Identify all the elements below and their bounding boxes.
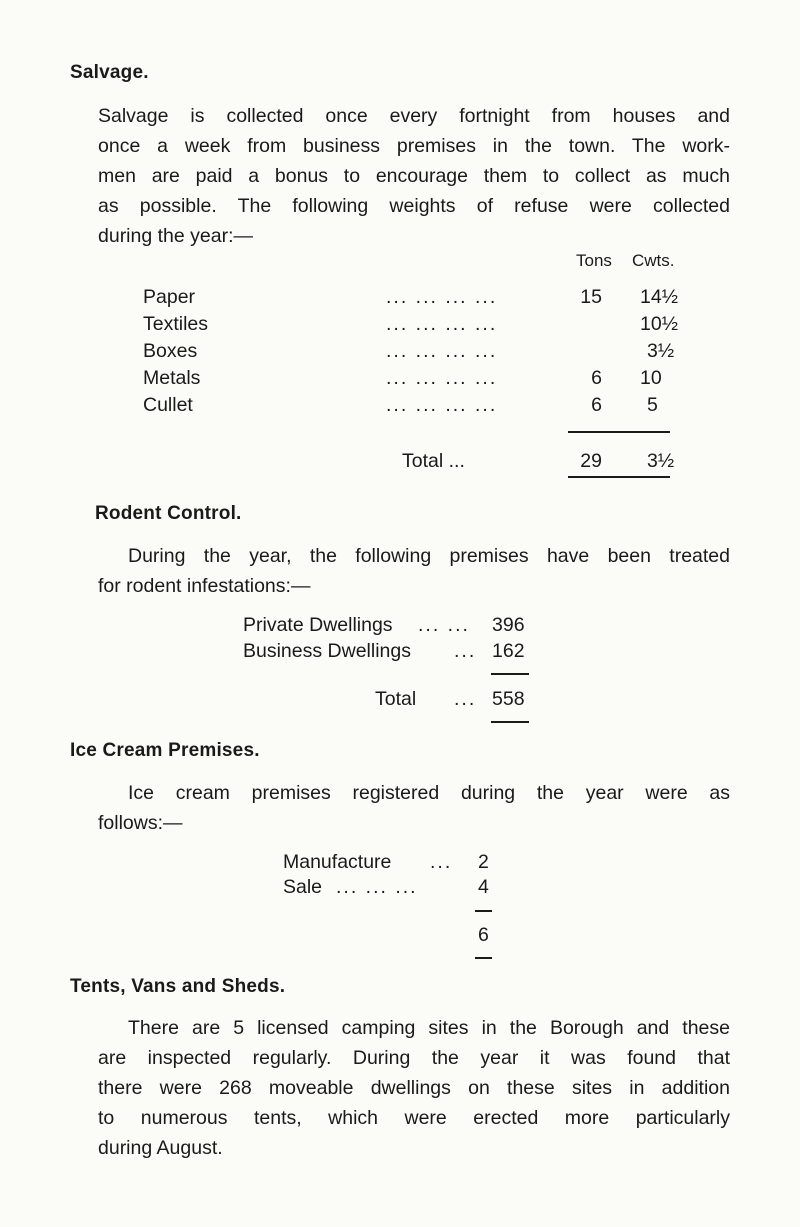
rodent-heading: Rodent Control.	[95, 503, 242, 524]
salvage-line: men are paid a bonus to encourage them to collect as much	[98, 165, 730, 187]
rodent-total-label: Total	[375, 688, 417, 710]
icecream-row-label: Manufacture	[283, 851, 392, 873]
salvage-row-label: Cullet	[143, 394, 193, 416]
icecream-line: follows:—	[98, 812, 183, 834]
salvage-row-dots: ... ... ... ...	[386, 367, 498, 389]
rodent-line: During the year, the following premises have been treated	[128, 545, 730, 567]
salvage-row-dots: ... ... ... ...	[386, 313, 498, 335]
salvage-total-rule-bottom	[568, 476, 670, 478]
tents-line: during August.	[98, 1137, 223, 1159]
icecream-line: Ice cream premises registered during the year were as	[128, 782, 730, 804]
salvage-total-rule-top	[568, 431, 670, 433]
rodent-total-rule-bottom	[491, 721, 529, 723]
salvage-row-label: Metals	[143, 367, 201, 389]
tents-line: There are 5 licensed camping sites in the Borough and these	[128, 1017, 730, 1039]
icecream-row-value: 4	[478, 876, 489, 898]
salvage-row-tons: 6	[591, 367, 602, 389]
tents-line: there were 268 moveable dwellings on these sites in addition	[98, 1077, 730, 1099]
rodent-total-value: 558	[492, 688, 525, 710]
salvage-row-cwts: 5	[647, 394, 658, 416]
tents-line: are inspected regularly. During the year it was found that	[98, 1047, 730, 1069]
salvage-paragraph	[98, 101, 730, 251]
icecream-heading: Ice Cream Premises.	[70, 740, 260, 761]
salvage-row-cwts: 10	[640, 367, 662, 389]
tents-paragraph	[98, 1013, 730, 1163]
salvage-total-tons: 29	[580, 450, 602, 472]
icecream-total-rule-top	[475, 910, 492, 912]
rodent-row-label: Business Dwellings	[243, 640, 411, 662]
icecream-row-dots: ...	[430, 851, 453, 873]
rodent-row-value: 162	[492, 640, 525, 662]
salvage-total-cwts: 3½	[647, 450, 675, 472]
rodent-row-dots: ...	[454, 640, 477, 662]
rodent-line: for rodent infestations:—	[98, 575, 311, 597]
salvage-row-cwts: 14½	[640, 286, 678, 308]
rodent-total-dots: ...	[454, 688, 477, 710]
icecream-row-label: Sale	[283, 876, 323, 898]
icecream-total-rule-bottom	[475, 957, 492, 959]
salvage-row-dots: ... ... ... ...	[386, 286, 498, 308]
salvage-row-label: Textiles	[143, 313, 209, 335]
tents-heading: Tents, Vans and Sheds.	[70, 976, 286, 997]
salvage-line: once a week from business premises in the town. The work-	[98, 135, 730, 157]
icecream-paragraph	[98, 778, 730, 838]
rodent-row-dots: ... ...	[418, 614, 470, 636]
salvage-row-tons: 15	[580, 286, 602, 308]
salvage-total-label: Total ...	[402, 450, 465, 472]
salvage-row-dots: ... ... ... ...	[386, 340, 498, 362]
icecream-row-dots: ... ... ...	[336, 876, 418, 898]
icecream-total-value: 6	[478, 924, 489, 946]
salvage-row-dots: ... ... ... ...	[386, 394, 498, 416]
salvage-col-cwts: Cwts.	[632, 251, 675, 270]
salvage-row-label: Paper	[143, 286, 196, 308]
salvage-heading: Salvage.	[70, 62, 149, 83]
salvage-line: as possible. The following weights of refuse were collected	[98, 195, 730, 217]
tents-line: to numerous tents, which were erected more particularly	[98, 1107, 730, 1129]
rodent-paragraph	[98, 541, 730, 601]
salvage-row-cwts: 3½	[647, 340, 675, 362]
salvage-row-tons: 6	[591, 394, 602, 416]
salvage-line: Salvage is collected once every fortnight from houses and	[98, 105, 730, 127]
salvage-row-label: Boxes	[143, 340, 198, 362]
rodent-row-value: 396	[492, 614, 525, 636]
salvage-col-tons: Tons	[576, 251, 612, 270]
icecream-row-value: 2	[478, 851, 489, 873]
salvage-row-cwts: 10½	[640, 313, 678, 335]
salvage-line: during the year:—	[98, 225, 254, 247]
rodent-row-label: Private Dwellings	[243, 614, 393, 636]
rodent-total-rule-top	[491, 673, 529, 675]
